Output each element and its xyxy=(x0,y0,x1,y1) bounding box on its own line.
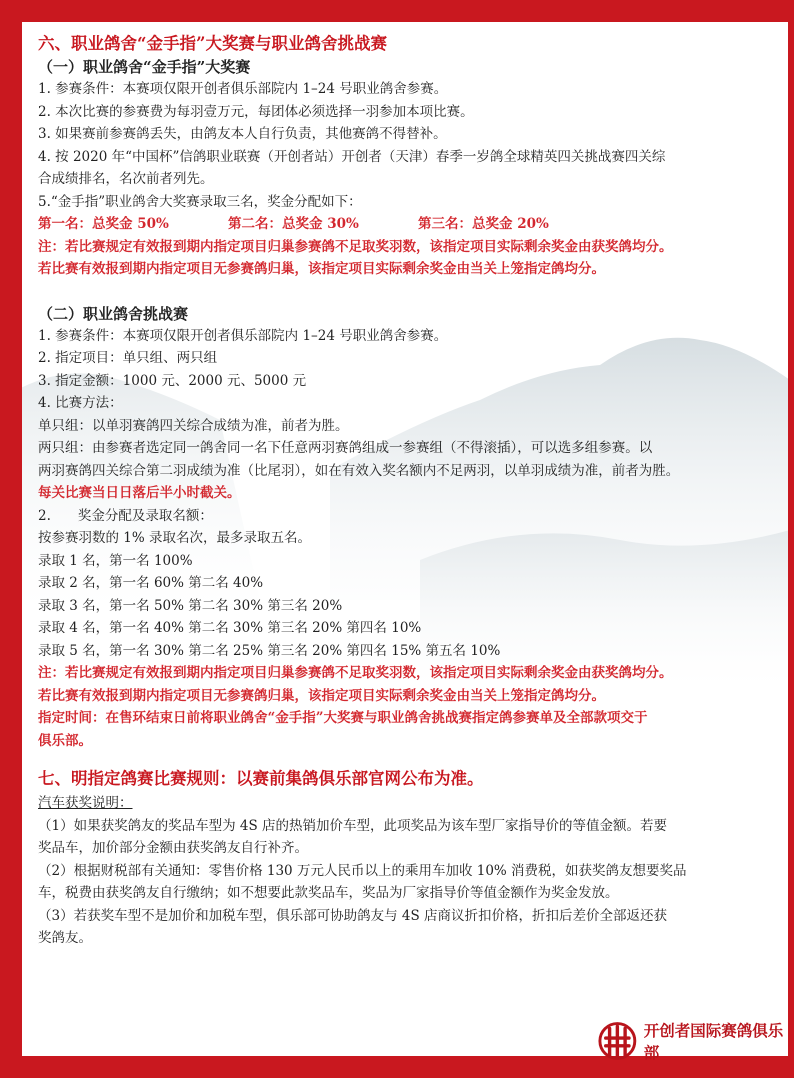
sub1-item: 合成绩排名，名次前者列先。 xyxy=(38,171,214,187)
prize-third: 第三名：总奖金 20% xyxy=(418,216,549,232)
car-item: （1）如果获奖鸽友的奖品车型为 4S 店的热销加价车型，此项奖品为该车型厂家指导价的等值金额。若要 xyxy=(38,817,668,834)
prize-distribution xyxy=(38,213,778,236)
frame-right xyxy=(788,0,794,1078)
sub2-item: 单只组：以单羽赛鸽四关综合成绩为准，前者为胜。 xyxy=(38,417,349,434)
sub2-item: 两羽赛鸽四关综合第二羽成绩为准（比尾羽），如在有效入奖名额内不足两羽，以单羽成绩为准，前者为胜。 xyxy=(38,462,680,479)
sub2-prize-item: 录取 1 名，第一名 100% xyxy=(38,552,193,569)
sub2-prize-item: 录取 2 名，第一名 60% 第二名 40% xyxy=(38,575,264,591)
car-item: （3）若获奖车型不是加价和加税车型，俱乐部可协助鸽友与 4S 店商议折扣价格，折扣后差价全部返还获 xyxy=(38,907,668,924)
sub2-item: 4. 比赛方法： xyxy=(38,395,123,411)
sub1-item: 2. 本次比赛的参赛费为每羽壹万元，每团体必须选择一羽参加本项比赛。 xyxy=(38,103,474,120)
car-item: （2）根据财税部有关通知：零售价格 130 万元人民币以上的乘用车加收 10% 消费税，如获奖鸽友想要奖品 xyxy=(38,862,687,879)
prize-first: 第一名：总奖金 50% xyxy=(38,216,169,232)
sub1-note: 注：若比赛规定有效报到期内指定项目归巢参赛鸽不足取奖羽数，该指定项目实际剩余奖金由获奖鸽均分。 xyxy=(38,238,673,255)
prize-second: 第二名：总奖金 30% xyxy=(228,216,359,232)
sub1-note: 若比赛有效报到期内指定项目无参赛鸽归巢，该指定项目实际剩余奖金由当关上笼指定鸽均分。 xyxy=(38,261,605,277)
sub2-note: 若比赛有效报到期内指定项目无参赛鸽归巢，该指定项目实际剩余奖金由当关上笼指定鸽均分。 xyxy=(38,687,605,704)
sub2-note: 注：若比赛规定有效报到期内指定项目归巢参赛鸽不足取奖羽数，该指定项目实际剩余奖金由获奖鸽均分。 xyxy=(38,665,673,681)
club-logo xyxy=(597,1016,794,1066)
section6-sub2-title: （二）职业鸽舍挑战赛 xyxy=(38,304,189,323)
car-item: 车，税费由获奖鸽友自行缴纳；如不想要此款奖品车，奖品为厂家指导价等值金额作为奖金发放。 xyxy=(38,885,619,901)
sub2-deadline: 每关比赛当日日落后半小时截关。 xyxy=(38,485,241,501)
section7-title: 七、明指定鸽赛比赛规则：以赛前集鸽俱乐部官网公布为准。 xyxy=(38,769,484,788)
sub2-note: 指定时间：在售环结束日前将职业鸽舍“金手指”大奖赛与职业鸽舍挑战赛指定鸽参赛单及全部款项交于 xyxy=(38,710,648,726)
sub2-prize-item: 录取 3 名，第一名 50% 第二名 30% 第三名 20% xyxy=(38,597,343,614)
car-heading: 汽车获奖说明： xyxy=(38,795,133,811)
sub2-item: 两只组：由参赛者选定同一鸽舍同一名下任意两羽赛鸽组成一参赛组（不得滚插），可以选多组参赛。以 xyxy=(38,440,653,456)
car-item: 奖品车，加价部分金额由获奖鸽友自行补齐。 xyxy=(38,840,308,856)
sub2-prize-item: 录取 4 名，第一名 40% 第二名 30% 第三名 20% 第四名 10% xyxy=(38,620,422,636)
sub1-item: 4. 按 2020 年“中国杯”信鸽职业联赛（开创者站）开创者（天津）春季一岁鸽全球精英四关挑战赛四关综 xyxy=(38,148,666,165)
sub2-item: 3. 指定金额：1000 元、2000 元、5000 元 xyxy=(38,372,307,389)
section6-title: 六、职业鸽舍“金手指”大奖赛与职业鸽舍挑战赛 xyxy=(38,34,387,53)
sub2-prize-item: 2. 奖金分配及录取名额： xyxy=(38,507,213,524)
sub1-item: 5.“金手指”职业鸽舍大奖赛录取三名，奖金分配如下： xyxy=(38,193,362,210)
sub2-item: 2. 指定项目：单只组、两只组 xyxy=(38,350,218,366)
kaichuang-seal-icon xyxy=(597,1016,638,1066)
sub1-item: 3. 如果赛前参赛鸽丢失，由鸽友本人自行负责，其他赛鸽不得替补。 xyxy=(38,126,447,142)
sub1-item: 1. 参赛条件：本赛项仅限开创者俱乐部院内 1–24 号职业鸽舍参赛。 xyxy=(38,81,448,97)
section6-sub1-title: （一）职业鸽舍“金手指”大奖赛 xyxy=(38,58,251,76)
sub2-item: 1. 参赛条件：本赛项仅限开创者俱乐部院内 1–24 号职业鸽舍参赛。 xyxy=(38,327,448,344)
frame-top xyxy=(0,0,794,22)
car-item: 奖鸽友。 xyxy=(38,930,92,946)
frame-left xyxy=(0,0,22,1078)
club-logo-text: 开创者国际赛鸽俱乐部 xyxy=(643,1022,784,1062)
sub2-note: 俱乐部。 xyxy=(38,732,92,749)
document-body xyxy=(38,32,778,950)
sub2-prize-item: 按参赛羽数的 1% 录取名次，最多录取五名。 xyxy=(38,530,311,546)
sub2-prize-item: 录取 5 名，第一名 30% 第二名 25% 第三名 20% 第四名 15% 第五名 10% xyxy=(38,642,501,659)
